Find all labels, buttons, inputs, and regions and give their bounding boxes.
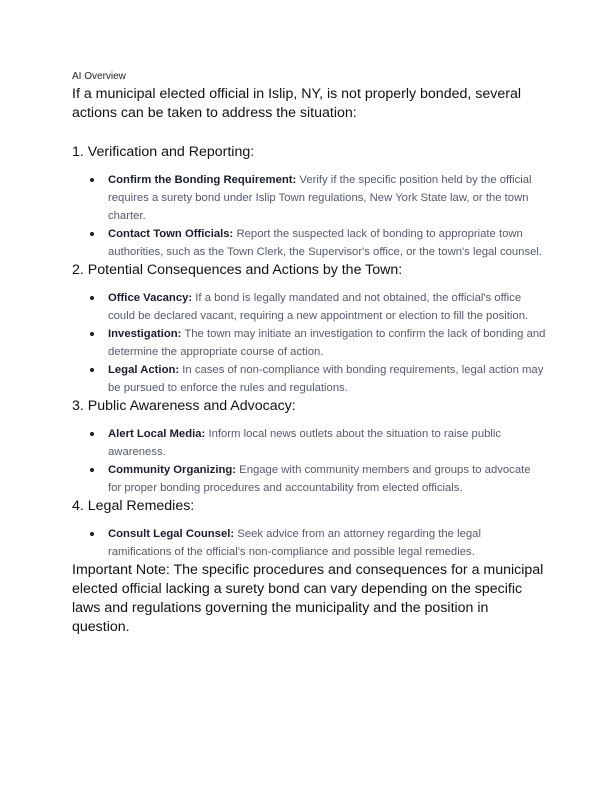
list-item bbox=[72, 289, 546, 325]
item-term: Consult Legal Counsel: bbox=[108, 528, 235, 540]
item-term: Office Vacancy: bbox=[108, 292, 193, 304]
section-heading-legal-remedies: 4. Legal Remedies: bbox=[72, 498, 195, 514]
bullet-icon bbox=[90, 178, 94, 182]
list-item bbox=[72, 225, 546, 261]
list-item bbox=[72, 171, 546, 225]
item-text: Inform local news outlets about the situation to raise public awareness. bbox=[108, 428, 502, 458]
item-term: Alert Local Media: bbox=[108, 428, 206, 440]
item-text: Verify if the specific position held by the official requires a surety bond under Islip Town regulations, New York State law, or the town charter. bbox=[108, 174, 532, 222]
bullet-icon bbox=[90, 532, 94, 536]
item-term: Legal Action: bbox=[108, 364, 180, 376]
important-note: Important Note: The specific procedures and consequences for a municipal elected official lacking a surety bond can vary depending on the specific laws and regulations governing the municipality and the position in question. bbox=[72, 562, 544, 635]
section-heading-consequences: 2. Potential Consequences and Actions by the Town: bbox=[72, 262, 403, 278]
document-page bbox=[72, 71, 546, 637]
bullet-icon bbox=[90, 368, 94, 372]
item-text: The town may initiate an investigation to confirm the lack of bonding and determine the appropriate course of action. bbox=[108, 328, 546, 358]
item-text: Report the suspected lack of bonding to appropriate town authorities, such as the Town Clerk, the Supervisor's office, or the town's legal counsel. bbox=[108, 228, 543, 258]
item-text: Engage with community members and groups to advocate for proper bonding procedures and accountability from elected officials. bbox=[108, 464, 531, 494]
section-list-verification bbox=[72, 171, 546, 261]
section-heading-verification: 1. Verification and Reporting: bbox=[72, 144, 255, 160]
section-list-consequences bbox=[72, 289, 546, 397]
lead-paragraph: If a municipal elected official in Islip, NY, is not properly bonded, several actions can be taken to address the situation: bbox=[72, 86, 521, 121]
list-item bbox=[72, 525, 546, 561]
list-item bbox=[72, 325, 546, 361]
bullet-icon bbox=[90, 432, 94, 436]
item-term: Confirm the Bonding Requirement: bbox=[108, 174, 297, 186]
item-text: In cases of non-compliance with bonding requirements, legal action may be pursued to enforce the rules and regulations. bbox=[108, 364, 544, 394]
bullet-icon bbox=[90, 468, 94, 472]
item-text: Seek advice from an attorney regarding the legal ramifications of the official's non-compliance and possible legal remedies. bbox=[108, 528, 481, 558]
item-term: Investigation: bbox=[108, 328, 182, 340]
list-item bbox=[72, 425, 546, 461]
list-item bbox=[72, 361, 546, 397]
item-term: Community Organizing: bbox=[108, 464, 237, 476]
bullet-icon bbox=[90, 296, 94, 300]
list-item bbox=[72, 461, 546, 497]
item-text: If a bond is legally mandated and not obtained, the official's office could be declared vacant, requiring a new appointment or election to fill the position. bbox=[108, 292, 529, 322]
ai-overview-label: AI Overview bbox=[72, 71, 126, 82]
section-list-public-awareness bbox=[72, 425, 546, 497]
bullet-icon bbox=[90, 232, 94, 236]
section-heading-public-awareness: 3. Public Awareness and Advocacy: bbox=[72, 398, 296, 414]
section-list-legal-remedies bbox=[72, 525, 546, 561]
bullet-icon bbox=[90, 332, 94, 336]
item-term: Contact Town Officials: bbox=[108, 228, 234, 240]
